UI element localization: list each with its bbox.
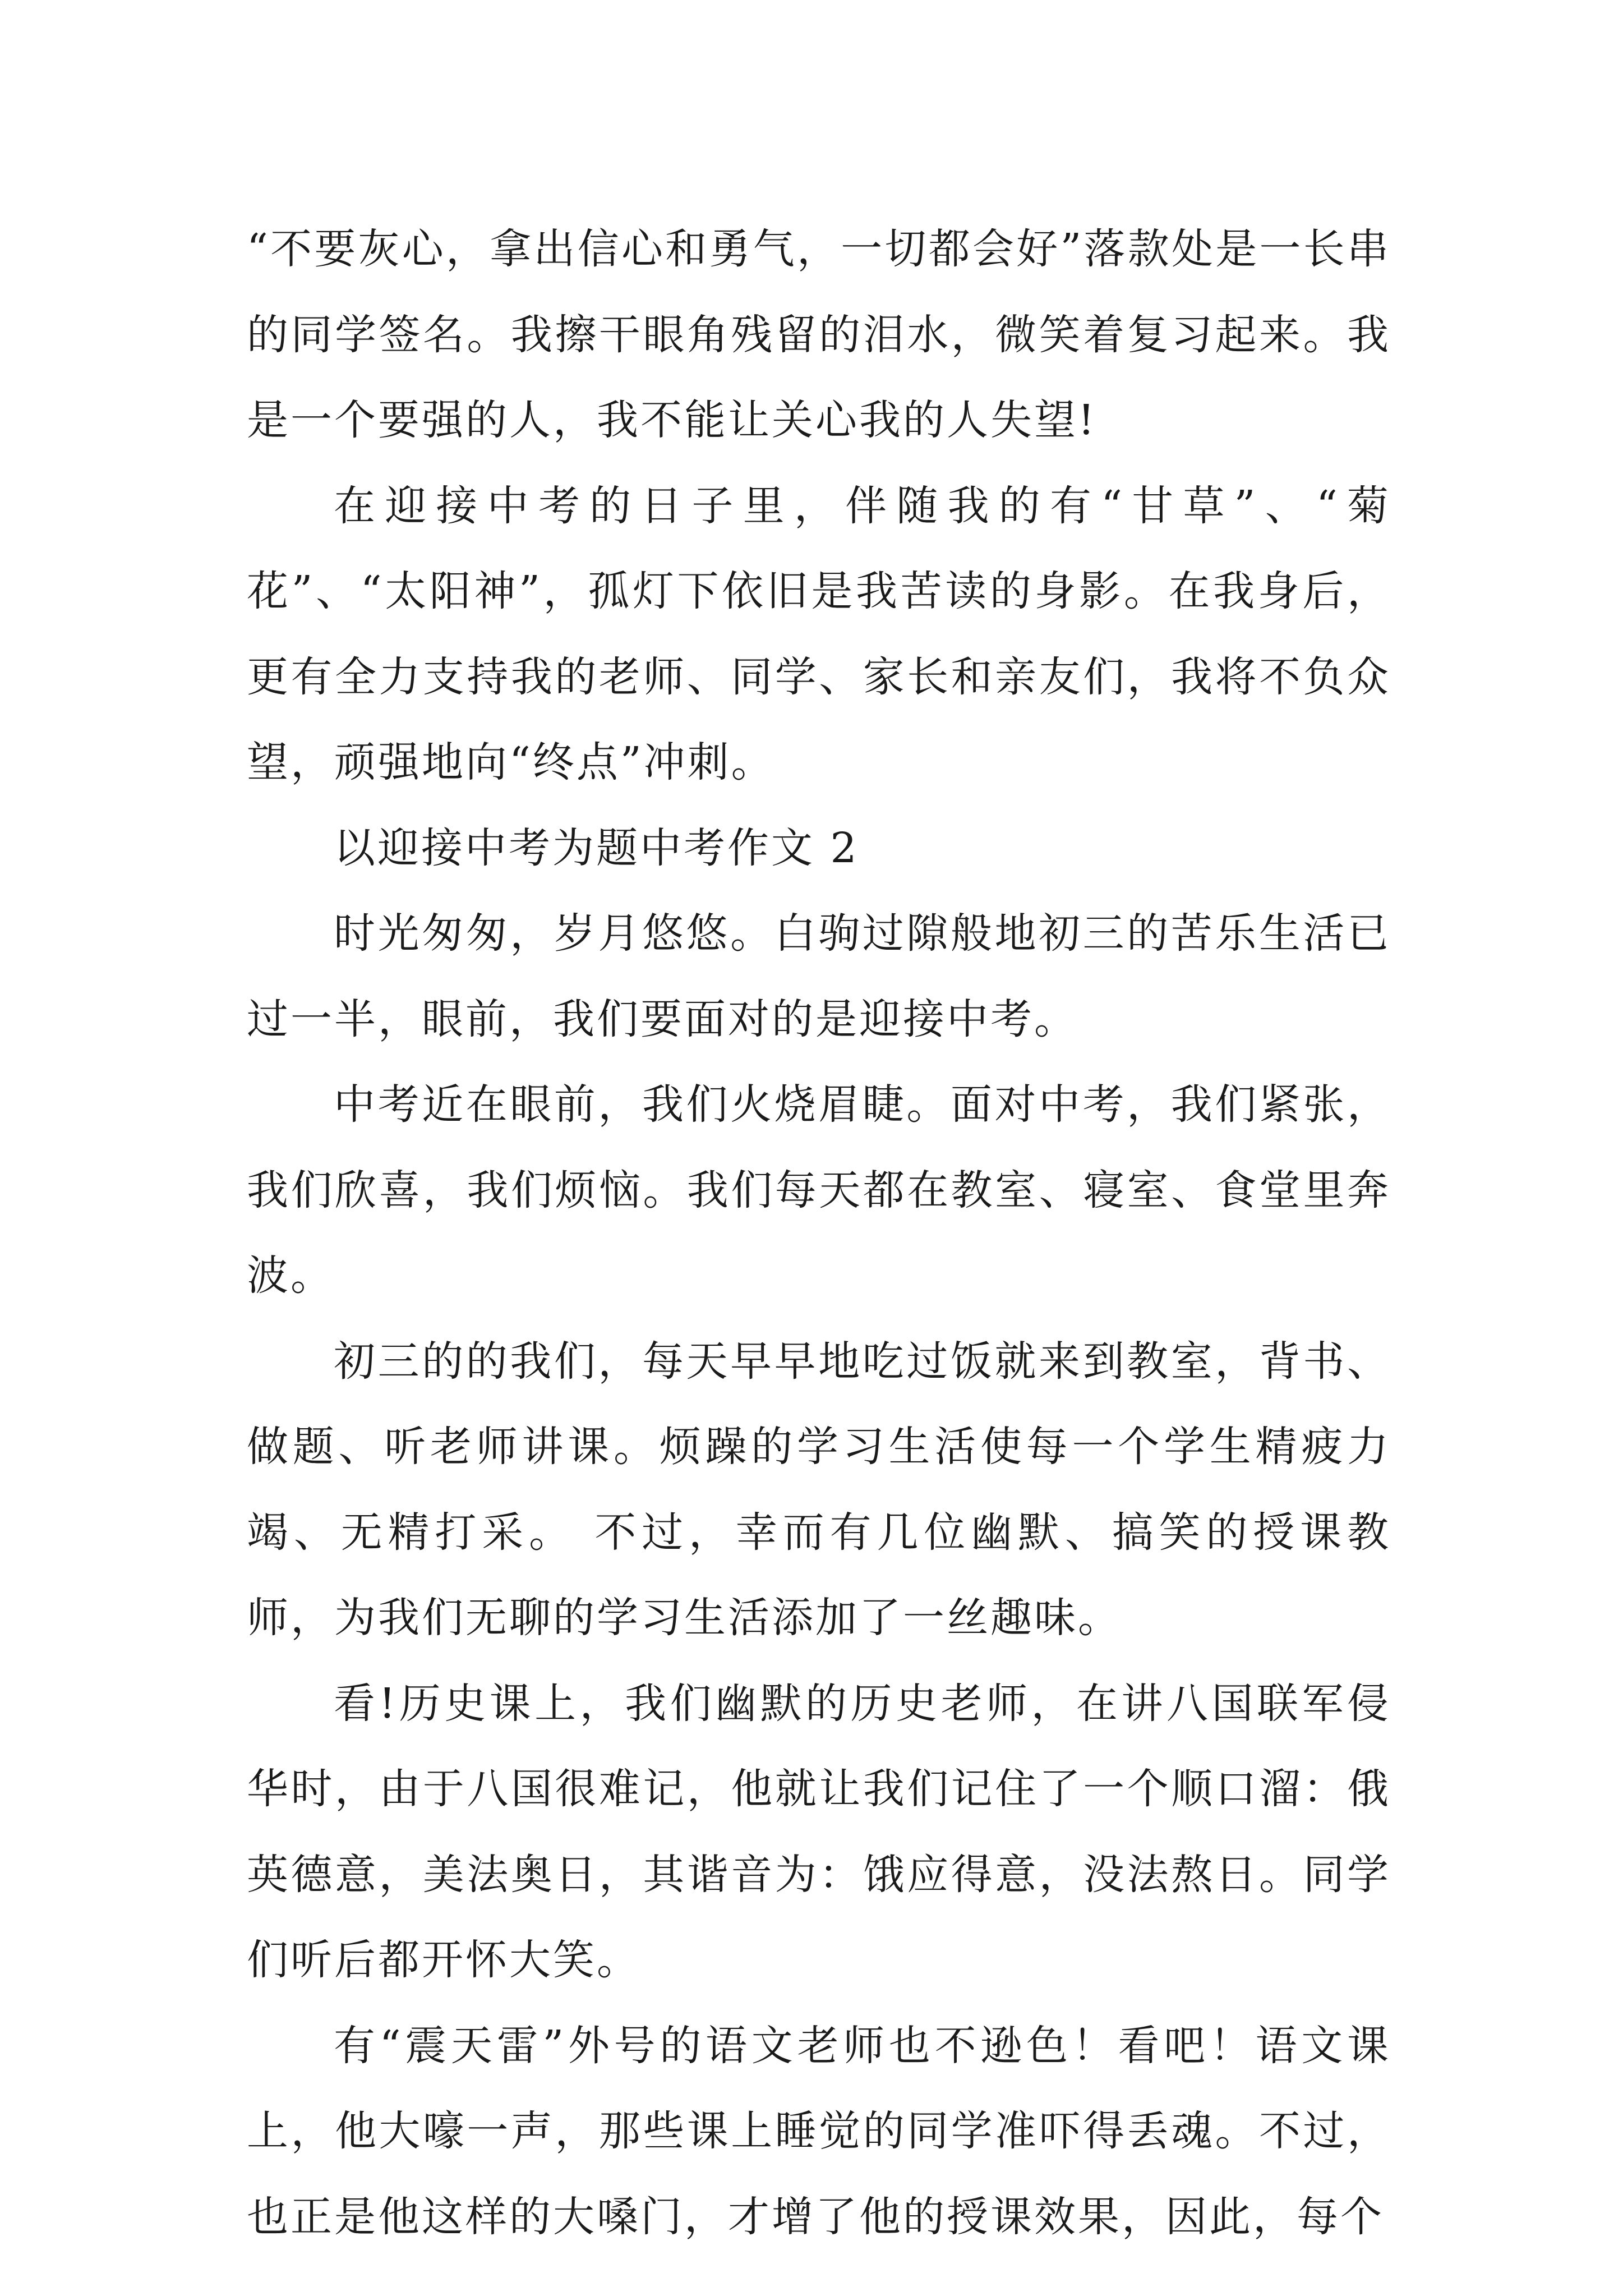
paragraph-1: “不要灰心，拿出信心和勇气，一切都会好”落款处是一长串的同学签名。我擦干眼角残留的泪水，微笑着复习起来。我是一个要强的人，我不能让关心我的人失望!	[247, 225, 1391, 444]
paragraph-6: 看!历史课上，我们幽默的历史老师，在讲八国联军侵华时，由于八国很难记，他就让我们记住了一个顺口溜：俄英德意，美法奥日，其谐音为：饿应得意，没法熬日。同学们听后都开怀大笑。	[247, 1679, 1391, 1984]
essay-title: 以迎接中考为题中考作文 2	[334, 823, 859, 872]
paragraph-4: 中考近在眼前，我们火烧眉睫。面对中考，我们紧张，我们欣喜，我们烦恼。我们每天都在教室、寝室、食堂里奔波。	[247, 1080, 1391, 1300]
paragraph-2: 在迎接中考的日子里，伴随我的有“甘草”、“菊花”、“太阳神”，孤灯下依旧是我苦读的身影。在我身后，更有全力支持我的老师、同学、家长和亲友们，我将不负众望，顽强地向“终点”冲刺。	[247, 481, 1391, 786]
paragraph-7: 有“震天雷”外号的语文老师也不逊色！看吧！语文课上，他大嚎一声，那些课上睡觉的同学准吓得丢魂。不过，也正是他这样的大嗓门，才增了他的授课效果，因此，每个	[247, 2021, 1391, 2241]
essay-body	[247, 206, 1391, 2260]
paragraph-3: 时光匆匆，岁月悠悠。白驹过隙般地初三的苦乐生活已过一半，眼前，我们要面对的是迎接中考。	[247, 909, 1391, 1043]
paragraph-5: 初三的的我们，每天早早地吃过饭就来到教室，背书、做题、听老师讲课。烦躁的学习生活使每一个学生精疲力竭、无精打采。 不过，幸而有几位幽默、搞笑的授课教师，为我们无聊的学习生活添加了一丝趣味。	[247, 1337, 1391, 1642]
